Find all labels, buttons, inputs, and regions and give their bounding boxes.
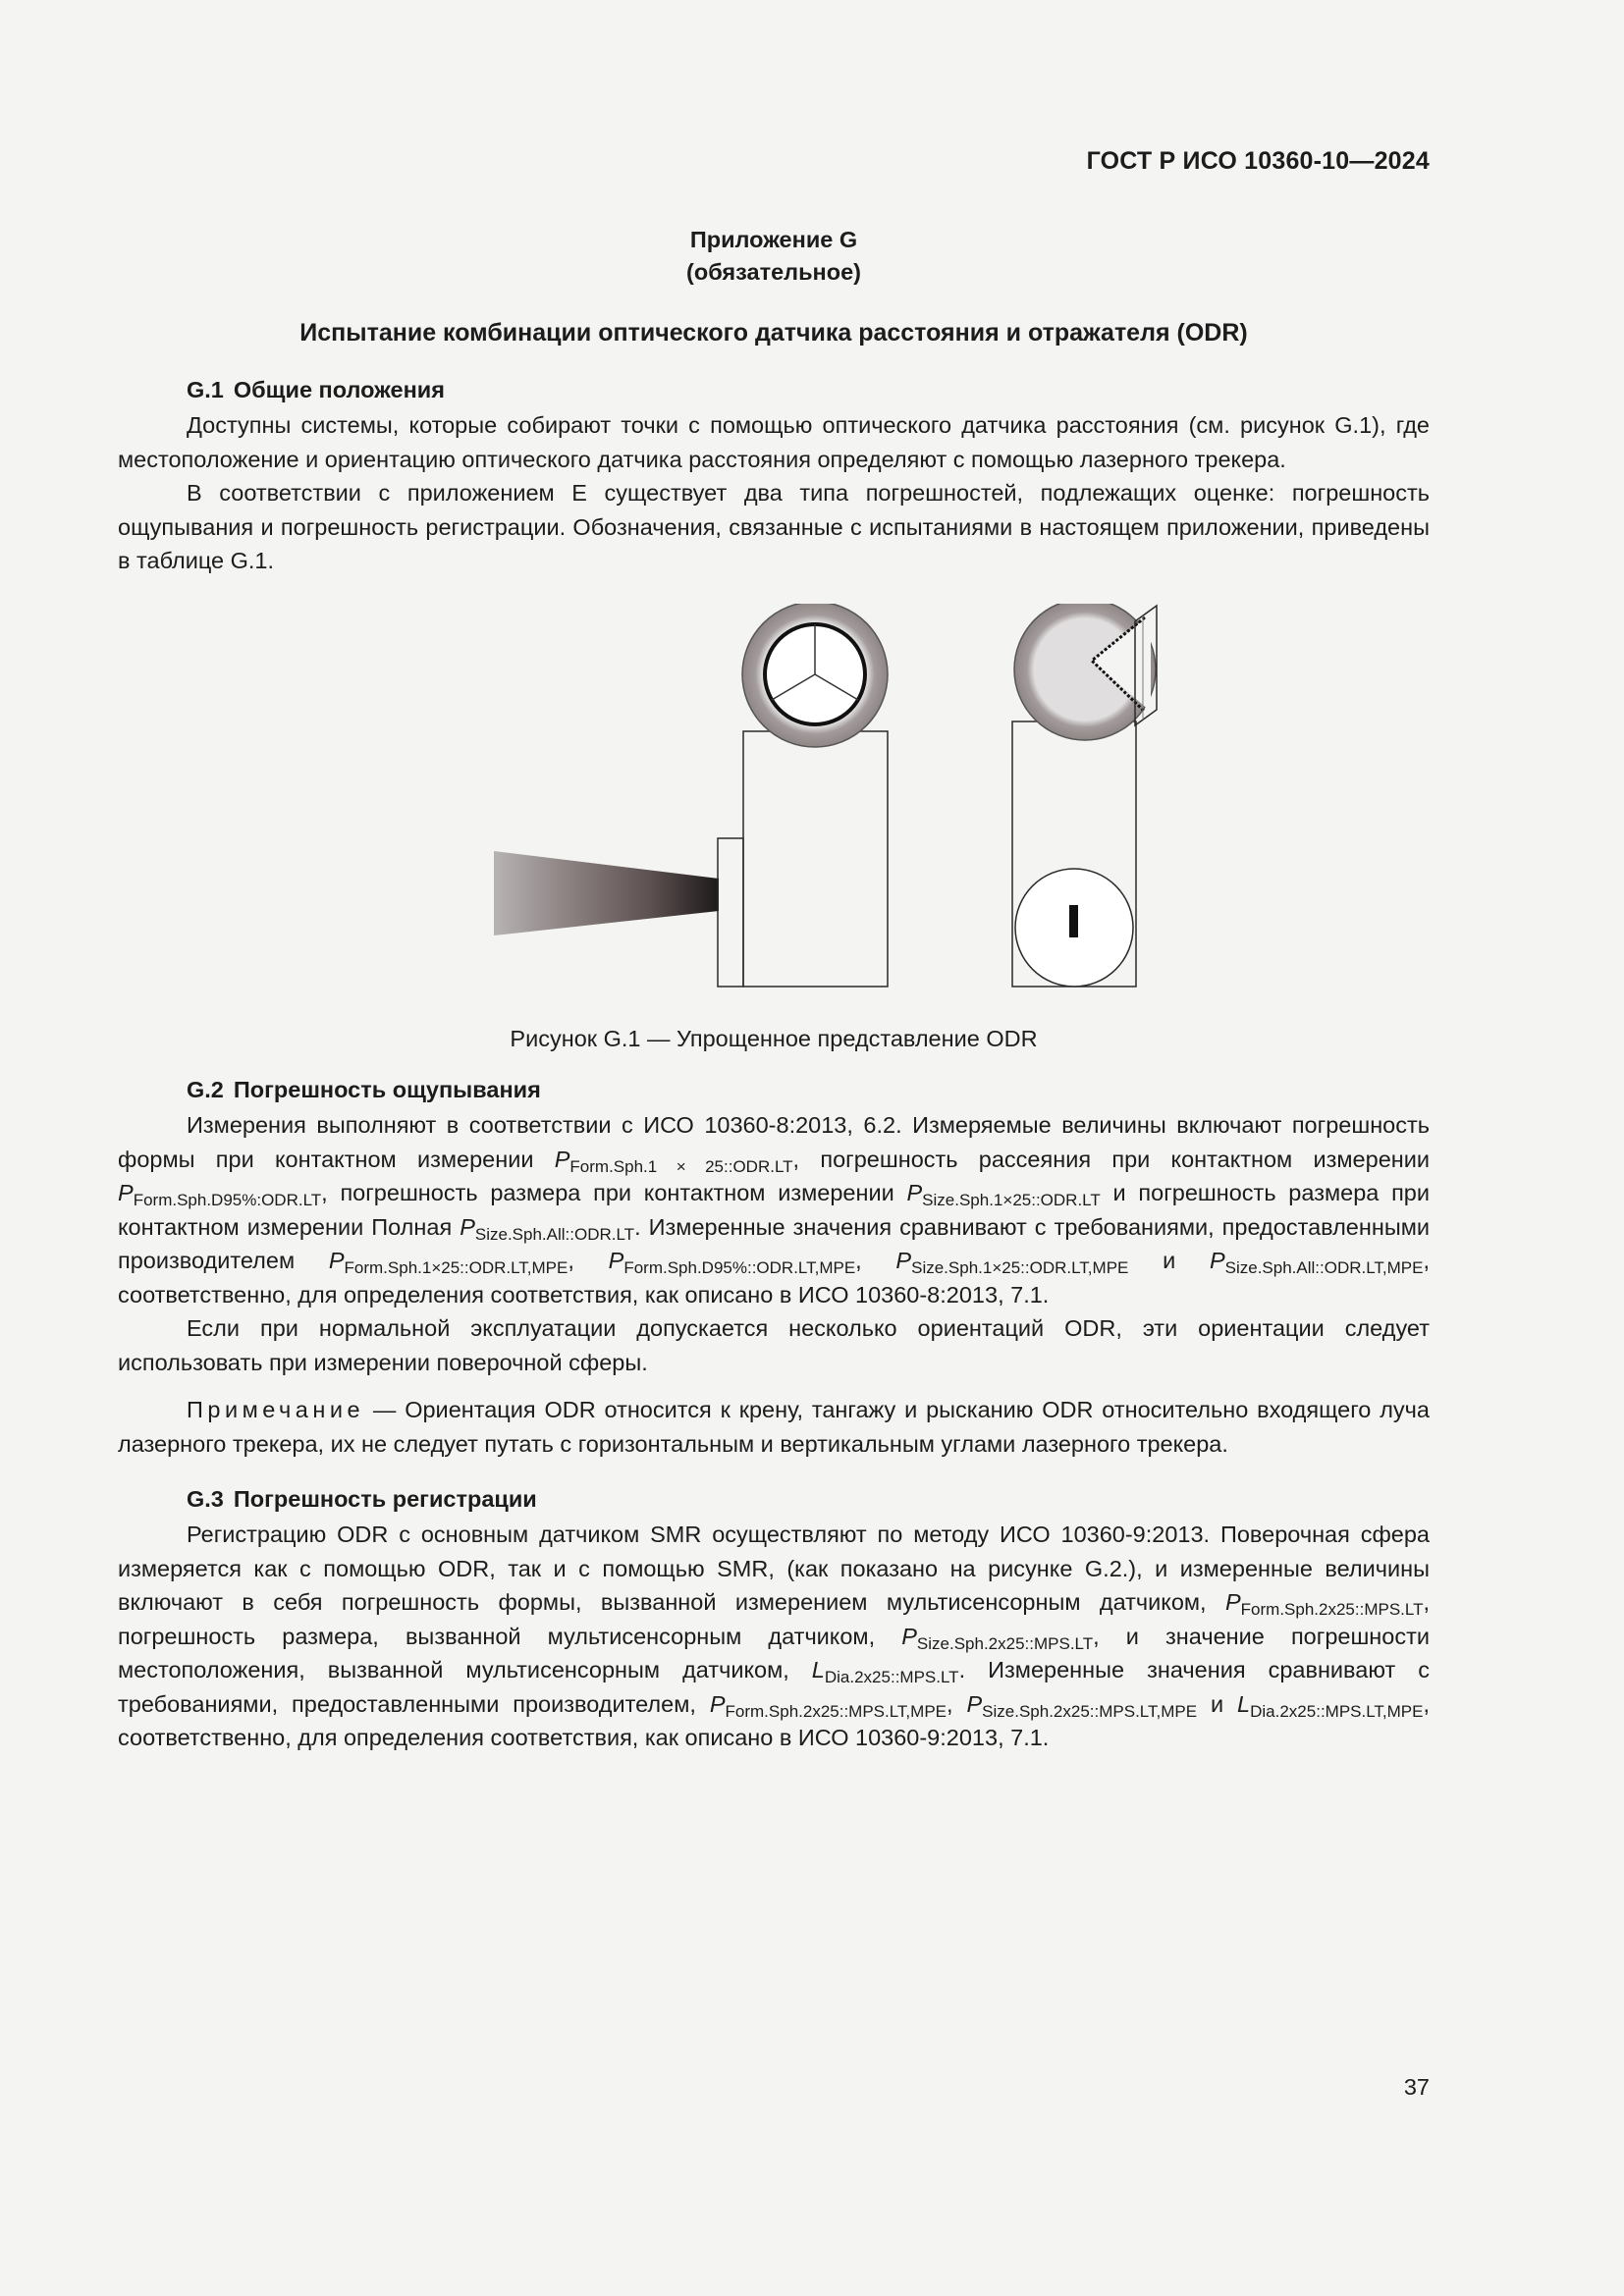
section-heading-g1	[187, 373, 1430, 406]
note-label: Примечание	[187, 1397, 365, 1422]
paragraph: В соответствии с приложением E существует два типа погрешностей, подлежащих оценке: погрешность ощупывания и погрешность регистрации. Обозначения, связанные с испытаниями в настоящем приложении, приведены в таблице G.1.	[118, 480, 1430, 573]
note-text: — Ориентация ODR относится к крену, тангажу и рысканию ODR относительно входящего луча лазерного трекера, их не следует путать с горизонтальным и вертикальным углами лазерного трекера.	[118, 1397, 1430, 1457]
section-title: Погрешность регистрации	[233, 1486, 537, 1512]
odr-side-module	[718, 838, 743, 987]
paragraph-g2-measurements: Измерения выполняют в соответствии с ИСО 10360-8:2013, 6.2. Измеряемые величины включают погрешность формы при контактном измерении $P_{Form.Sph.1 \times 25::ODR.LT}$, погрешность рассеяния при контактном измерении $P_{Form.Sph.D95\%:ODR.LT}$, погрешность размера при контактном измерении $P_{Size.Sph.1\times 25::ODR.LT}$ и погрешность размера при контактном измерении Полная $P_{Size.Sph.All::ODR.LT}$. Измеренные значения сравнивают с требованиями, предоставленными производителем $P_{Form.Sph.1\times 25::ODR.LT,MPE}$, $P_{Form.Sph.D95\%::ODR.LT,MPE}$, $P_{Size.Sph.1\times 25::ODR.LT,MPE}$ и $P_{Size.Sph.All::ODR.LT,MPE}$, соответственно, для определения соответствия, как описано в ИСО 10360-8:2013, 7.1.	[118, 1112, 1431, 1308]
standard-header: ГОСТ Р ИСО 10360-10—2024	[1086, 147, 1430, 175]
section-heading-g2	[187, 1073, 1430, 1106]
note	[118, 1393, 1430, 1461]
paragraph-g3-registration: Регистрацию ODR с основным датчиком SMR осуществляют по методу ИСО 10360-9:2013. Поверочная сфера измеряется как с помощью ODR, так и с помощью SMR, (как показано на рисунке G.2.), и измеренные величины включают в себя погрешность формы, вызванной измерением мультисенсорным датчиком, $P_{Form.Sph.2x25::MPS.LT}$, погрешность размера, вызванной мультисенсорным датчиком, $P_{Size.Sph.2x25::MPS.LT}$, и значение погрешности местоположения, вызванной мультисенсорным датчиком, $L_{Dia.2x25::MPS.LT}$. Измеренные значения сравнивают с требованиями, предоставленными производителем, $P_{Form.Sph.2x25::MPS.LT,MPE}$, $P_{Size.Sph.2x25::MPS.LT,MPE}$ и $L_{Dia.2x25::MPS.LT,MPE}$, соответственно, для определения соответствия, как описано в ИСО 10360-9:2013, 7.1.	[118, 1522, 1431, 1750]
paragraph: Если при нормальной эксплуатации допускается несколько ориентаций ODR, эти ориентации следует использовать при измерении поверочной сферы.	[118, 1315, 1430, 1375]
section-title: Погрешность ощупывания	[233, 1077, 541, 1102]
odr-diagram	[118, 604, 1430, 1016]
section-heading-g3	[187, 1482, 1430, 1516]
sensor-slit	[1069, 905, 1078, 937]
annex-title: Испытание комбинации оптического датчика расстояния и отражателя (ODR)	[299, 319, 1248, 347]
paragraph: Доступны системы, которые собирают точки с помощью оптического датчика расстояния (см. рисунок G.1), где местоположение и ориентацию оптического датчика расстояния определяют с помощью лазерного трекера.	[118, 412, 1430, 472]
annex-label: Приложение G	[689, 227, 858, 252]
section-number: G.1	[187, 377, 224, 402]
section-number: G.2	[187, 1077, 224, 1102]
section-number: G.3	[187, 1486, 224, 1512]
section-title: Общие положения	[233, 377, 445, 402]
annex-status: (обязательное)	[686, 259, 861, 285]
page-number: 37	[1403, 2074, 1430, 2100]
figure-caption: Рисунок G.1 — Упрощенное представление ODR	[510, 1025, 1038, 1051]
page-content	[118, 224, 1430, 1755]
odr-body-left	[743, 731, 888, 987]
laser-beam	[494, 851, 719, 935]
figure-odr	[118, 604, 1430, 1016]
